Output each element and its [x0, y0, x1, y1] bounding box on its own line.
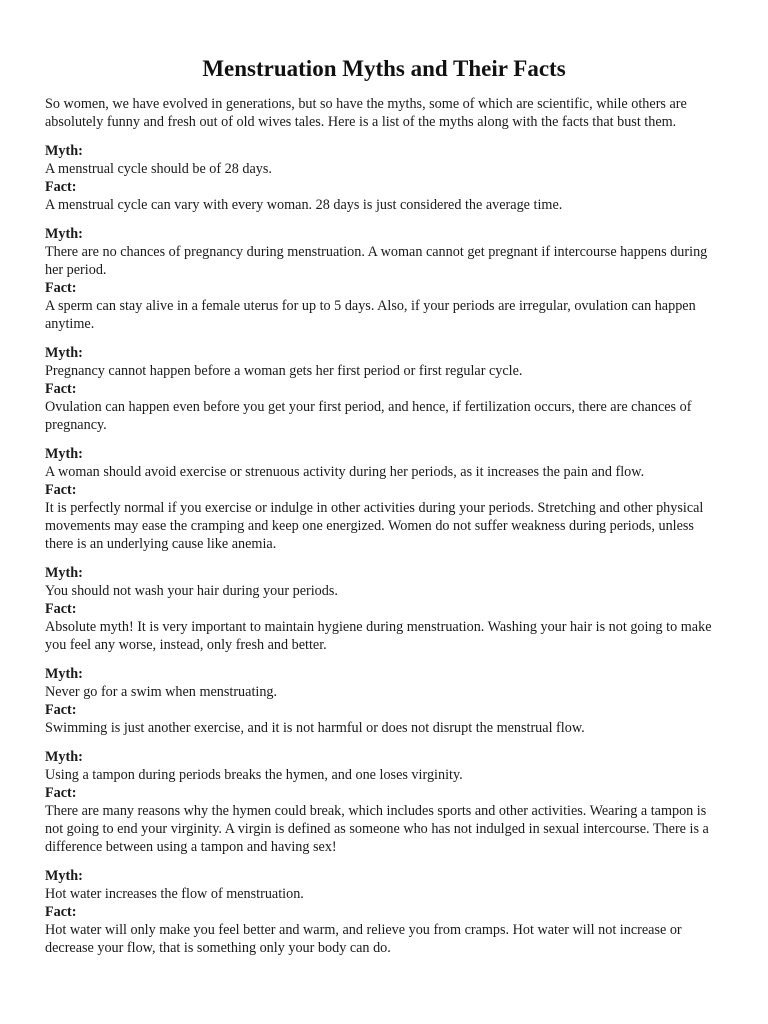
- myth-text: Hot water increases the flow of menstruation.: [45, 886, 304, 902]
- myth-label: Myth:: [45, 345, 83, 361]
- myth-fact-entry: [45, 344, 723, 434]
- fact-label: Fact:: [45, 179, 77, 195]
- myth-label: Myth:: [45, 143, 83, 159]
- myth-text: Pregnancy cannot happen before a woman gets her first period or first regular cycle.: [45, 363, 523, 379]
- myth-label: Myth:: [45, 446, 83, 462]
- myth-fact-entry: [45, 867, 723, 957]
- myth-label: Myth:: [45, 565, 83, 581]
- fact-label: Fact:: [45, 904, 77, 920]
- myth-fact-entry: [45, 665, 723, 737]
- myth-fact-entry: [45, 225, 723, 333]
- myth-label: Myth:: [45, 226, 83, 242]
- myth-text: Never go for a swim when menstruating.: [45, 684, 278, 700]
- intro-paragraph: So women, we have evolved in generations, but so have the myths, some of which are scientific, while others are absolutely funny and fresh out of old wives tales. Here is a list of the myths along with the facts that bust them.: [45, 96, 687, 130]
- fact-text: It is perfectly normal if you exercise or indulge in other activities during your periods. Stretching and other physical movements may ease the cramping and keep one energized. Women do not suffer weakness during periods, unless there is an underlying cause like anemia.: [45, 500, 704, 552]
- myth-label: Myth:: [45, 666, 83, 682]
- fact-text: There are many reasons why the hymen could break, which includes sports and other activities. Wearing a tampon is not going to end your virginity. A virgin is defined as someone who has not indulged in sexual intercourse. There is a difference between using a tampon and having sex!: [45, 803, 709, 855]
- myth-fact-entry: [45, 748, 723, 856]
- myth-fact-entry: [45, 564, 723, 654]
- fact-text: Ovulation can happen even before you get your first period, and hence, if fertilization occurs, there are chances of pregnancy.: [45, 399, 692, 433]
- myth-text: A woman should avoid exercise or strenuous activity during her periods, as it increases the pain and flow.: [45, 464, 645, 480]
- myth-text: You should not wash your hair during your periods.: [45, 583, 338, 599]
- myth-fact-entry: [45, 445, 723, 553]
- fact-text: Absolute myth! It is very important to maintain hygiene during menstruation. Washing your hair is not going to make you feel any worse, instead, only fresh and better.: [45, 619, 712, 653]
- myth-label: Myth:: [45, 749, 83, 765]
- fact-text: A menstrual cycle can vary with every woman. 28 days is just considered the average time.: [45, 197, 563, 213]
- fact-label: Fact:: [45, 785, 77, 801]
- fact-text: Swimming is just another exercise, and it is not harmful or does not disrupt the menstrual flow.: [45, 720, 585, 736]
- page-title: Menstruation Myths and Their Facts: [202, 56, 566, 81]
- myth-label: Myth:: [45, 868, 83, 884]
- myth-text: There are no chances of pregnancy during menstruation. A woman cannot get pregnant if intercourse happens during her period.: [45, 244, 708, 278]
- myth-fact-entry: [45, 142, 723, 214]
- myth-text: Using a tampon during periods breaks the hymen, and one loses virginity.: [45, 767, 463, 783]
- fact-text: A sperm can stay alive in a female uterus for up to 5 days. Also, if your periods are irregular, ovulation can happen anytime.: [45, 298, 696, 332]
- fact-label: Fact:: [45, 601, 77, 617]
- fact-label: Fact:: [45, 280, 77, 296]
- fact-label: Fact:: [45, 482, 77, 498]
- fact-label: Fact:: [45, 702, 77, 718]
- myth-text: A menstrual cycle should be of 28 days.: [45, 161, 272, 177]
- fact-text: Hot water will only make you feel better and warm, and relieve you from cramps. Hot water will not increase or decrease your flow, that is something only your body can do.: [45, 922, 682, 956]
- fact-label: Fact:: [45, 381, 77, 397]
